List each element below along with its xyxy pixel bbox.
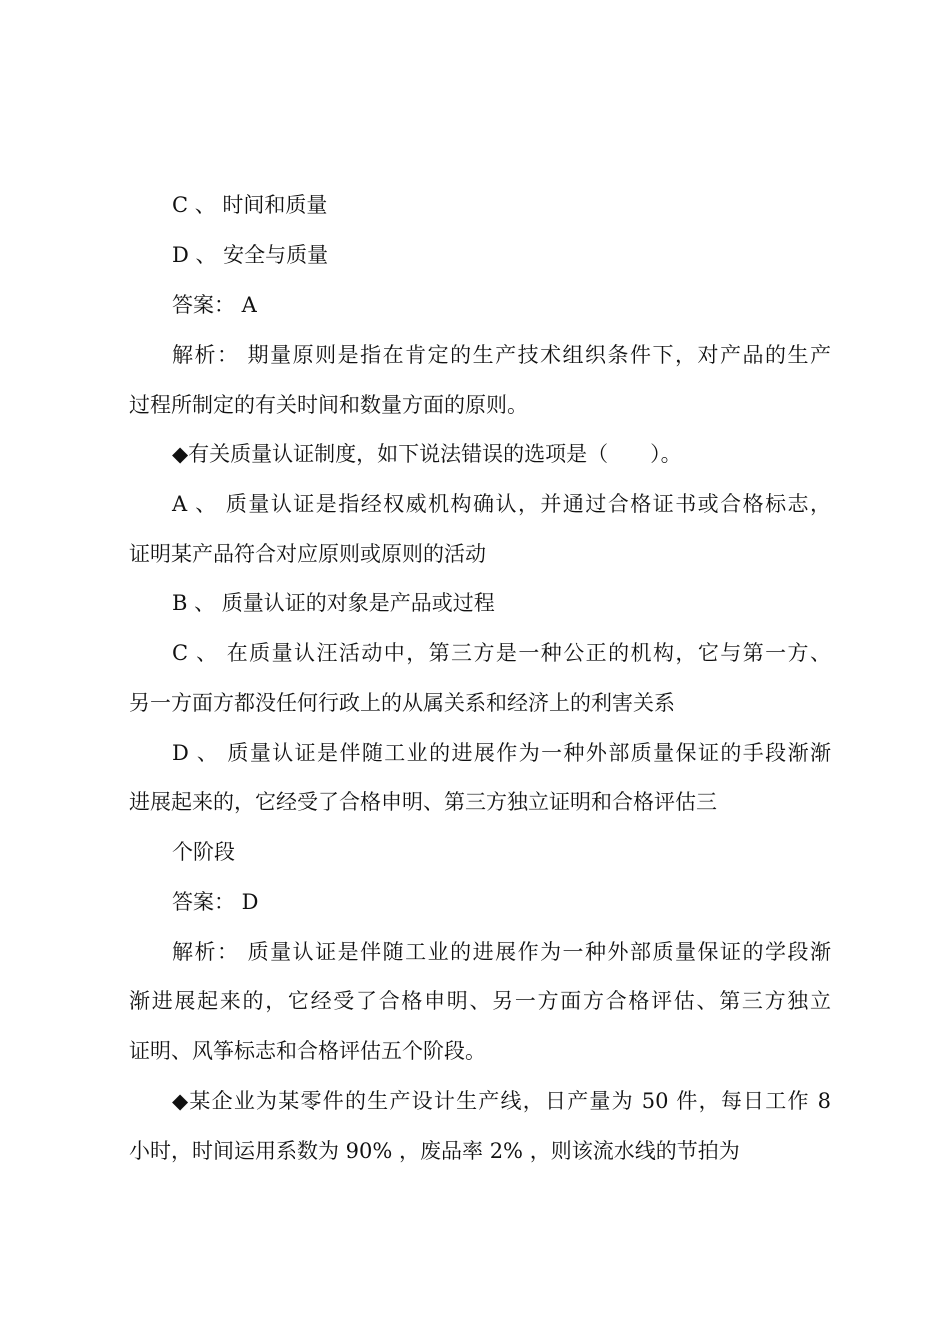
q2-option-d-line-2	[0, 782, 950, 822]
q2-option-c-line-1	[0, 633, 950, 673]
q2-option-d-line-3	[0, 832, 950, 872]
q2-option-d-text-3: 个阶段	[172, 840, 235, 864]
q2-analysis-line-1	[0, 932, 950, 972]
q3-stem-line-2	[0, 1131, 950, 1171]
q2-analysis-text-3: 证明、风筝标志和合格评估五个阶段。	[129, 1039, 486, 1063]
q1-analysis-text-2: 过程所制定的有关时间和数量方面的原则。	[129, 393, 528, 417]
q1-analysis-line-1	[0, 335, 950, 375]
q2-analysis-line-2	[0, 981, 950, 1021]
q1-option-c	[0, 185, 950, 225]
q2-option-a-text-1: A 、 质量认证是指经权威机构确认，并通过合格证书或合格标志，	[172, 492, 831, 516]
q2-answer	[0, 882, 950, 922]
q2-option-d-text-1: D 、 质量认证是伴随工业的进展作为一种外部质量保证的手段渐渐	[172, 741, 831, 765]
q3-stem-text-2: 小时，时间运用系数为 90% ，废品率 2% ，则该流水线的节拍为	[129, 1139, 740, 1163]
q2-option-a-line-2	[0, 534, 950, 574]
q2-analysis-text-2: 渐进展起来的，它经受了合格申明、另一方面方合格评估、第三方独立	[129, 989, 831, 1013]
q1-answer	[0, 285, 950, 325]
q2-option-d-text-2: 进展起来的，它经受了合格申明、第三方独立证明和合格评估三	[129, 790, 717, 814]
q2-option-b-text: B 、 质量认证的对象是产品或过程	[172, 591, 495, 615]
q2-option-c-line-2	[0, 683, 950, 723]
q2-stem	[0, 434, 950, 474]
q2-analysis-text-1: 解析： 质量认证是伴随工业的进展作为一种外部质量保证的学段渐	[172, 940, 831, 964]
q1-option-d-text: D 、 安全与质量	[172, 243, 329, 267]
q2-answer-text: 答案： D	[172, 890, 259, 914]
q2-option-d-line-1	[0, 733, 950, 773]
q1-option-c-text: C 、 时间和质量	[172, 193, 328, 217]
q1-option-d	[0, 235, 950, 275]
q2-option-b	[0, 583, 950, 623]
q2-option-c-text-1: C 、 在质量认汪活动中，第三方是一种公正的机构，它与第一方、	[172, 641, 831, 665]
q3-stem-line-1	[0, 1081, 950, 1121]
q1-answer-text: 答案： A	[172, 293, 257, 317]
q2-stem-text: ◆有关质量认证制度，如下说法错误的选项是（ ）。	[172, 442, 682, 466]
q2-option-a-text-2: 证明某产品符合对应原则或原则的活动	[129, 542, 486, 566]
q2-option-a-line-1	[0, 484, 950, 524]
q2-analysis-line-3	[0, 1031, 950, 1071]
q3-stem-text-1: ◆某企业为某零件的生产设计生产线，日产量为 50 件，每日工作 8	[172, 1089, 831, 1113]
q1-analysis-line-2	[0, 385, 950, 425]
q1-analysis-text-1: 解析： 期量原则是指在肯定的生产技术组织条件下，对产品的生产	[172, 343, 831, 367]
q2-option-c-text-2: 另一方面方都没任何行政上的从属关系和经济上的利害关系	[129, 691, 675, 715]
